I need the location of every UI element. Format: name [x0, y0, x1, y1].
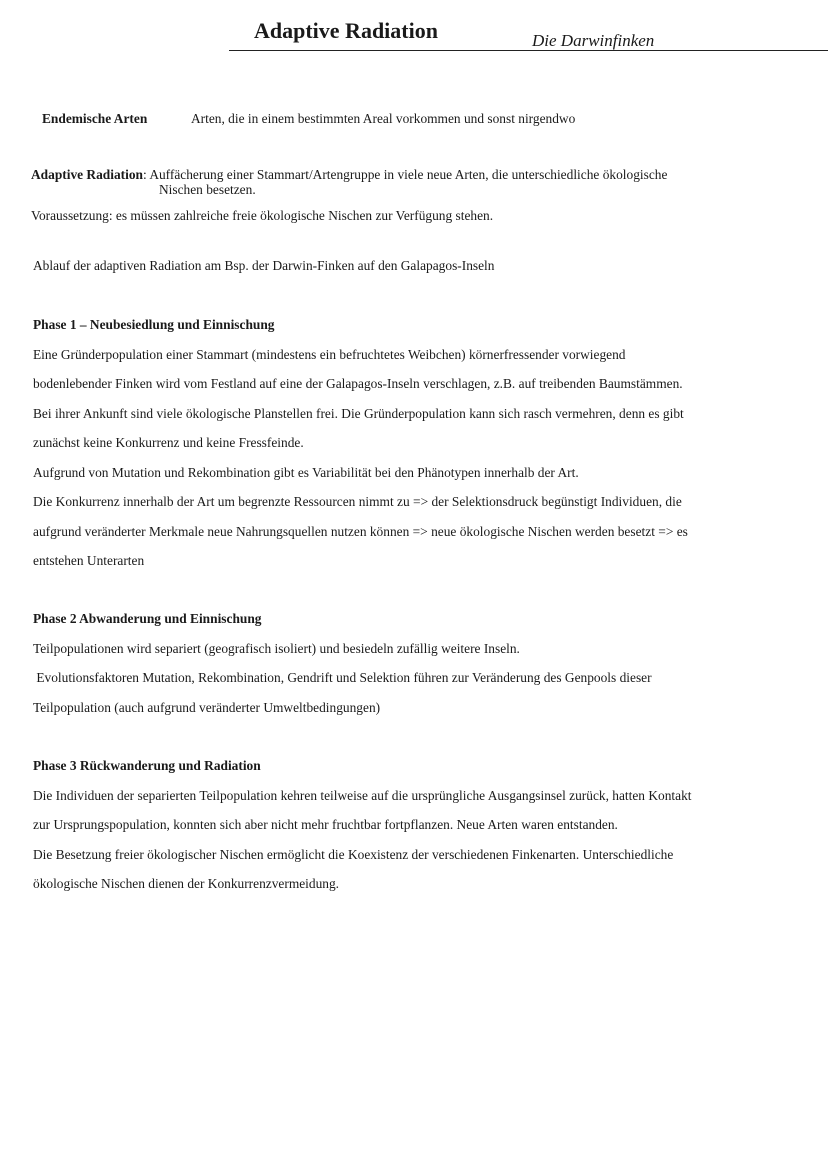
paragraph-line: zur Ursprungspopulation, konnten sich aber nicht mehr fruchtbar fortpflanzen. Neue Arten waren entstanden. — [33, 817, 618, 832]
paragraph-line: Die Besetzung freier ökologischer Nischen ermöglicht die Koexistenz der verschiedenen Finkenarten. Unterschiedliche — [33, 846, 674, 862]
phase-1-section — [33, 317, 688, 583]
adaptive-radiation-definition — [31, 167, 667, 183]
page-subtitle: Die Darwinfinken — [532, 31, 655, 50]
phase-3-section — [33, 758, 691, 906]
paragraph-line: Die Individuen der separierten Teilpopulation kehren teilweise auf die ursprüngliche Ausgangsinsel zurück, hatten Kontakt — [33, 787, 692, 803]
phase-2-section — [33, 611, 652, 729]
page-header — [0, 0, 828, 60]
paragraph-line: Evolutionsfaktoren Mutation, Rekombination, Gendrift und Selektion führen zur Veränderung des Genpools dieser — [33, 670, 652, 685]
paragraph-line: aufgrund veränderter Merkmale neue Nahrungsquellen nutzen können => neue ökologische Nischen werden besetzt => es — [33, 523, 688, 539]
paragraph-line: zunächst keine Konkurrenz und keine Fressfeinde. — [33, 435, 304, 450]
paragraph-line: Teilpopulation (auch aufgrund veränderter Umweltbedingungen) — [33, 699, 381, 715]
endemic-term: Endemische Arten — [42, 111, 148, 126]
paragraph-line: Die Konkurrenz innerhalb der Art um begrenzte Ressourcen nimmt zu => der Selektionsdruck begünstigt Individuen, die — [33, 494, 682, 509]
page-title: Adaptive Radiation — [254, 18, 438, 43]
paragraph-line: Aufgrund von Mutation und Rekombination gibt es Variabilität bei den Phänotypen innerhalb der Art. — [33, 464, 579, 480]
phase-heading: Phase 1 – Neubesiedlung und Einnischung — [33, 317, 275, 332]
precondition-text: Voraussetzung: es müssen zahlreiche freie ökologische Nischen zur Verfügung stehen. — [31, 208, 494, 223]
phase-heading: Phase 3 Rückwanderung und Radiation — [33, 758, 261, 773]
paragraph-line: Bei ihrer Ankunft sind viele ökologische Planstellen frei. Die Gründerpopulation kann sich rasch vermehren, denn es gibt — [33, 405, 684, 421]
header-rule — [229, 50, 828, 51]
paragraph-line: Eine Gründerpopulation einer Stammart (mindestens ein befruchtetes Weibchen) körnerfressender vorwiegend — [33, 346, 626, 362]
paragraph-line: bodenlebender Finken wird vom Festland auf eine der Galapagos-Inseln verschlagen, z.B. auf treibenden Baumstämmen. — [33, 376, 683, 391]
adaptive-radiation-term: Adaptive Radiation — [31, 167, 143, 182]
endemic-definition: Arten, die in einem bestimmten Areal vorkommen und sonst nirgendwo — [191, 111, 576, 126]
adaptive-radiation-def-line2: Nischen besetzen. — [159, 182, 256, 197]
process-intro: Ablauf der adaptiven Radiation am Bsp. der Darwin-Finken auf den Galapagos-Inseln — [33, 258, 495, 273]
phase-heading: Phase 2 Abwanderung und Einnischung — [33, 611, 262, 626]
paragraph-line: Teilpopulationen wird separiert (geografisch isoliert) und besiedeln zufällig weitere Inseln. — [33, 640, 520, 656]
paragraph-line: entstehen Unterarten — [33, 553, 145, 568]
adaptive-radiation-def-line1: : Auffächerung einer Stammart/Artengruppe in viele neue Arten, die unterschiedliche ökologische — [142, 167, 668, 182]
paragraph-line: ökologische Nischen dienen der Konkurrenzvermeidung. — [33, 876, 340, 891]
